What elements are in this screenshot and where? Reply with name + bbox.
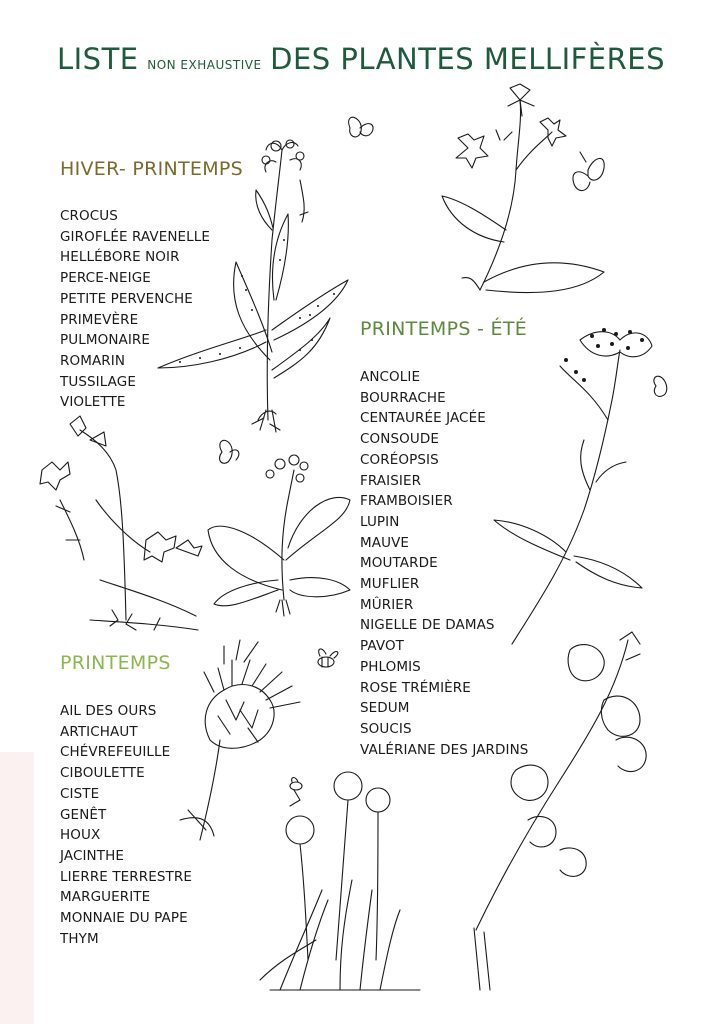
list-item: FRAMBOISIER <box>360 493 453 510</box>
butterfly-1 <box>349 117 373 137</box>
list-item: HOUX <box>60 827 101 844</box>
list-item: CROCUS <box>60 208 118 224</box>
ciboulette-illustration <box>260 772 420 990</box>
artichaut-illustration <box>180 640 300 840</box>
list-item: CONSOUDE <box>360 431 439 448</box>
list-item: CISTE <box>60 785 100 802</box>
list-item: CORÉOPSIS <box>360 451 439 468</box>
list-item: MUFLIER <box>360 576 420 593</box>
list-item: CIBOULETTE <box>60 765 145 782</box>
list-printemps <box>60 701 192 949</box>
list-item: GENÊT <box>60 806 107 823</box>
list-item: LIERRE TERRESTRE <box>60 868 193 885</box>
list-item: AIL DES OURS <box>60 703 157 719</box>
list-item: HELLÉBORE NOIR <box>60 249 180 266</box>
list-item: CHÉVREFEUILLE <box>60 744 171 761</box>
list-item: PRIMEVÈRE <box>60 311 139 328</box>
list-item: ANCOLIE <box>360 369 421 385</box>
list-item: MARGUERITE <box>60 889 151 906</box>
heading-printemps: PRINTEMPS <box>60 652 171 674</box>
list-item: ROMARIN <box>60 352 126 369</box>
list-item: NIGELLE DE DAMAS <box>360 617 495 634</box>
title-part-3: DES PLANTES MELLIFÈRES <box>270 42 666 76</box>
list-item: MAUVE <box>360 534 410 551</box>
corner-tint <box>0 752 34 1024</box>
list-item: PHLOMIS <box>360 658 421 675</box>
heading-hiver-printemps: HIVER- PRINTEMPS <box>60 158 244 180</box>
list-item: GIROFLÉE RAVENELLE <box>60 228 211 245</box>
list-hiver-printemps <box>60 206 243 413</box>
heading-printemps-ete: PRINTEMPS - ÉTÉ <box>360 318 528 340</box>
list-item: ROSE TRÉMIÈRE <box>360 679 471 696</box>
list-item: VALÉRIANE DES JARDINS <box>360 741 529 758</box>
butterfly-4 <box>654 376 667 396</box>
section-hiver-printemps <box>60 158 243 413</box>
list-item: MÛRIER <box>360 596 414 613</box>
list-item: PULMONAIRE <box>60 332 151 349</box>
list-item: THYM <box>60 930 99 947</box>
list-printemps-ete <box>360 367 528 760</box>
list-item: TUSSILAGE <box>60 373 136 390</box>
title-part-2: NON EXHAUSTIVE <box>147 58 262 72</box>
page-title <box>0 42 722 76</box>
list-item: CENTAURÉE JACÉE <box>360 410 486 427</box>
pervenche-illustration <box>40 416 202 630</box>
bee-2 <box>290 778 302 791</box>
list-item: ARTICHAUT <box>60 723 138 740</box>
list-item: MOUTARDE <box>360 555 438 572</box>
bourrache-illustration <box>442 84 604 293</box>
title-part-1: LISTE <box>56 42 139 76</box>
list-item: VIOLETTE <box>60 394 126 411</box>
butterfly-3 <box>220 440 239 463</box>
primevere-illustration <box>208 455 350 616</box>
list-item: BOURRACHE <box>360 389 446 406</box>
butterfly-2 <box>573 152 604 191</box>
list-item: MONNAIE DU PAPE <box>60 910 188 927</box>
list-item: FRAISIER <box>360 472 422 489</box>
list-item: LUPIN <box>360 513 400 530</box>
list-item: PETITE PERVENCHE <box>60 290 193 307</box>
list-item: PAVOT <box>360 638 405 655</box>
list-item: SOUCIS <box>360 720 412 737</box>
list-item: PERCE-NEIGE <box>60 270 151 287</box>
section-printemps <box>60 652 192 949</box>
list-item: SEDUM <box>360 700 410 717</box>
bee <box>318 649 338 667</box>
list-item: JACINTHE <box>60 847 124 864</box>
section-printemps-ete <box>360 318 528 760</box>
